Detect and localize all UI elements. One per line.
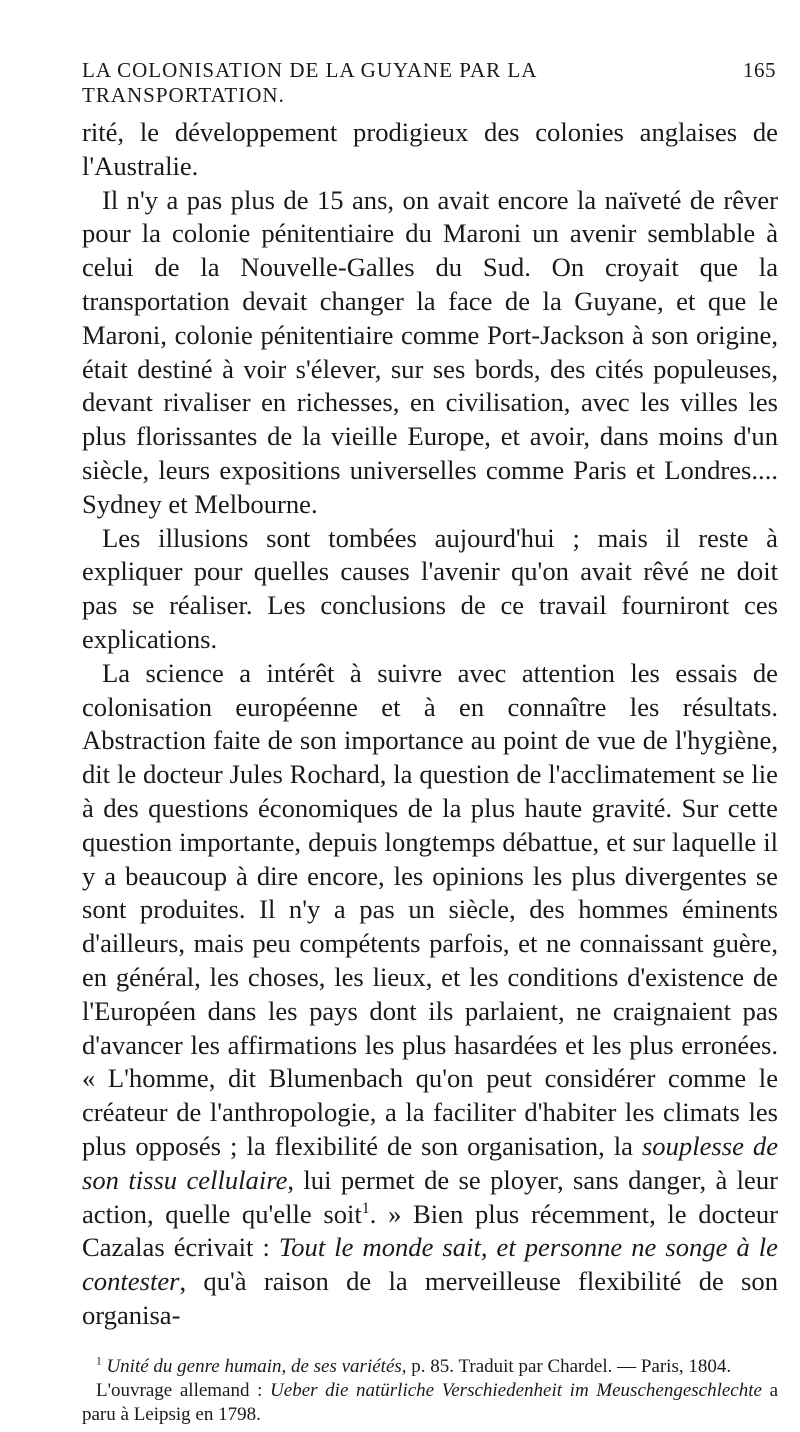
paragraph-4-part-d: , qu'à raison de la merveilleuse flexibilité de son organisa- — [82, 1266, 778, 1330]
footnote-1-title: Unité du genre humain, de ses variétés — [106, 1355, 402, 1377]
paragraph-4-part-c: . » Bien plus récemment, le docteur Cazalas écrivait : — [82, 1198, 778, 1263]
footnote-1-number: 1 — [96, 1355, 102, 1368]
footnote-2 — [82, 1379, 778, 1427]
italic-souplesse: souplesse de son tissu cellulaire — [82, 1130, 778, 1195]
paragraph-3: Les illusions sont tombées aujourd'hui ; mais il reste à expliquer pour quelles causes l'avenir qu'on avait rêvé ne doit pas se réaliser. Les conclusions de ce travail fourniront ces explications. — [82, 522, 778, 654]
footnote-1-text: , p. 85. Traduit par Chardel. — Paris, 1804. — [401, 1355, 732, 1377]
paragraph-2: Il n'y a pas plus de 15 ans, on avait encore la naïveté de rêver pour la colonie pénitentiaire du Maroni un avenir semblable à celui de la Nouvelle-Galles du Sud. On croyait que la transportation devait changer la face de la Guyane, et que le Maroni, colonie pénitentiaire comme Port-Jackson à son origine, était destiné à voir s'élever, sur ses bords, des cités populeuses, devant rivaliser en richesses, en civilisation, avec les villes les plus florissantes de la vieille Europe, et avoir, dans moins d'un siècle, leurs expositions universelles comme Paris et Londres.... Sydney et Melbourne. — [82, 184, 778, 519]
body-text — [82, 116, 778, 1333]
paragraph-4 — [82, 657, 778, 1333]
footnote-2-title: Ueber die natürliche Verschiedenheit im Meuschengeschlechte — [270, 1379, 762, 1401]
paragraph-4-part-a: La science a intérêt à suivre avec attention les essais de colonisation européenne et à en connaître les résultats. Abstraction faite de son importance au point de vue de l'hygiène, dit le docteur Jules Rochard, la question de l'acclimatement se lie à des questions économiques de la plus haute gravité. Sur cette question importante, depuis longtemps débattue, et sur laquelle il y a beaucoup à dire encore, les opinions les plus divergentes se sont produites. Il n'y a pas un siècle, des hommes éminents d'ailleurs, mais peu compétents parfois, et ne connaissant guère, en général, les choses, les lieux, et les conditions d'existence de l'Européen dans les pays dont ils parlaient, ne craignaient pas d'avancer les affirmations les plus hasardées et les plus erronées. « L'homme, dit Blumenbach qu'on peut considérer comme le créateur de l'anthropologie, a la faciliter d'habiter les climats les plus opposés ; la flexibilité de son organisation, la — [82, 657, 778, 1161]
footnote-1 — [82, 1355, 778, 1379]
running-header — [82, 58, 778, 108]
footnote-2-text: L'ouvrage allemand : — [96, 1379, 271, 1401]
paragraph-4-part-b: , lui permet de se ployer, sans danger, à leur action, quelle qu'elle soit — [82, 1164, 778, 1229]
running-title: LA COLONISATION DE LA GUYANE PAR LA TRANSPORTATION. — [82, 58, 537, 107]
footnote-ref-1[interactable]: 1 — [361, 1199, 370, 1217]
footnote-2-end: a paru à Leipsig en 1798. — [82, 1379, 779, 1425]
italic-tout-le-monde: Tout le monde sait, et personne ne songe à le contester — [82, 1232, 778, 1297]
page-number: 165 — [743, 58, 776, 82]
footnotes — [82, 1355, 778, 1427]
paragraph-1: rité, le développement prodigieux des colonies anglaises de l'Australie. — [82, 117, 778, 181]
